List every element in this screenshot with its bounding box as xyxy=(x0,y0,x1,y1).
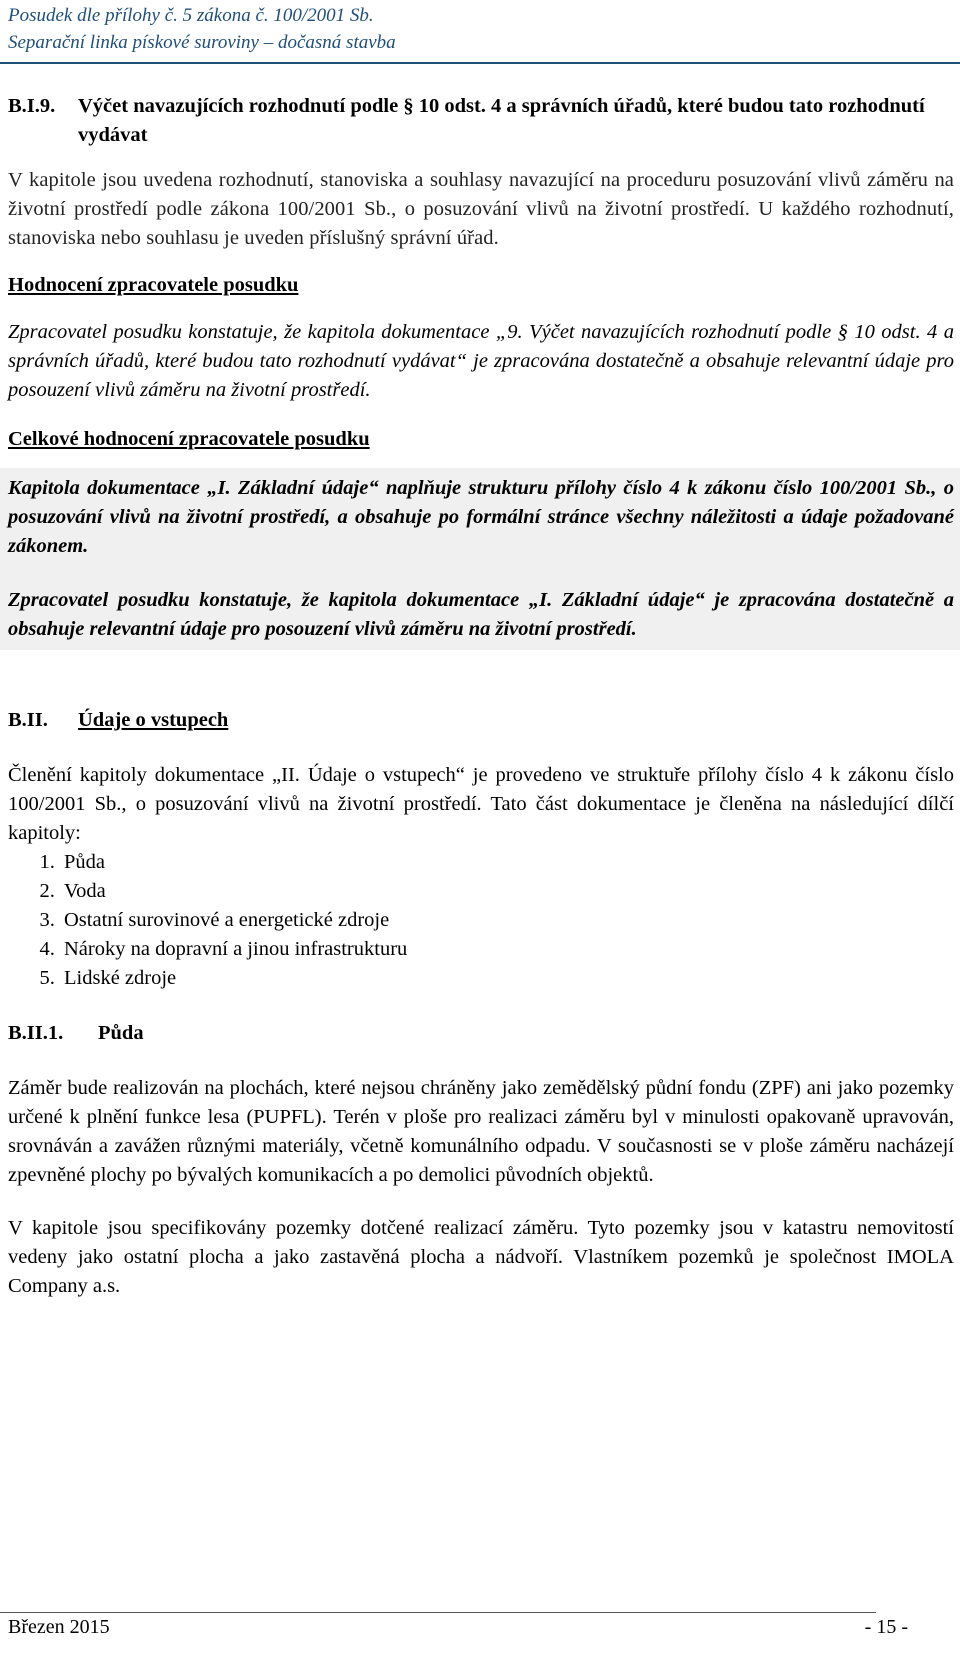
overall-assessment-box xyxy=(0,468,960,650)
assessment-text: Zpracovatel posudku konstatuje, že kapitola dokumentace „9. Výčet navazujících rozhodnutí podle § 10 odst. 4 a správních úřadů, které budou tato rozhodnutí vydávat“ je zpracována dostatečně a obsahuje relevantní údaje pro posouzení vlivů záměru na životní prostředí. xyxy=(8,321,954,401)
list-item: 4. Nároky na dopravní a jinou infrastrukturu xyxy=(60,935,954,964)
list-item: 3. Ostatní surovinové a energetické zdroje xyxy=(60,906,954,935)
list-item: 1. Půda xyxy=(60,848,954,877)
section-heading-b21 xyxy=(8,1019,954,1048)
document-body xyxy=(8,92,954,1301)
section-number: B.II.1. xyxy=(8,1022,64,1044)
header-project-title: Separační linka pískové suroviny – dočasná stavba xyxy=(8,32,396,53)
assessment-heading: Hodnocení zpracovatele posudku xyxy=(8,274,299,296)
section-heading-b19 xyxy=(8,92,954,150)
overall-assessment-heading: Celkové hodnocení zpracovatele posudku xyxy=(8,428,370,450)
header-divider xyxy=(0,62,960,64)
section-title: Půda xyxy=(98,1022,144,1044)
list-item: 2. Voda xyxy=(60,877,954,906)
overall-assessment-text-1: Kapitola dokumentace „I. Základní údaje“ naplňuje strukturu přílohy číslo 4 k zákonu číslo 100/2001 Sb., o posuzování vlivů na životní prostředí, a obsahuje po formální stránce všechny náležitosti a údaje požadované zákonem. xyxy=(8,477,954,557)
subchapter-list xyxy=(8,848,954,993)
section-title: Výčet navazujících rozhodnutí podle § 10 odst. 4 a správních úřadů, které budou tato rozhodnutí vydávat xyxy=(78,95,925,146)
section-heading-b2 xyxy=(8,706,954,735)
section-b21-paragraph-2: V kapitole jsou specifikovány pozemky dotčené realizací záměru. Tyto pozemky jsou v katastru nemovitostí vedeny jako ostatní plocha a jako zastavěná plocha a nádvoří. Vlastníkem pozemků je společnost IMOLA Company a.s. xyxy=(8,1217,954,1297)
section-title: Údaje o vstupech xyxy=(78,709,229,731)
page-header xyxy=(8,2,396,56)
footer-date: Březen 2015 xyxy=(8,1616,110,1638)
page-number: - 15 - xyxy=(864,1616,908,1638)
section-number: B.II. xyxy=(8,709,48,731)
section-b19-body: V kapitole jsou uvedena rozhodnutí, stanoviska a souhlasy navazující na proceduru posuzování vlivů záměru na životní prostředí podle zákona 100/2001 Sb., o posuzování vlivů na životní prostředí. U každého rozhodnutí, stanoviska nebo souhlasu je uveden příslušný správní úřad. xyxy=(8,169,954,249)
list-item: 5. Lidské zdroje xyxy=(60,964,954,993)
section-b21-paragraph-1: Záměr bude realizován na plochách, které nejsou chráněny jako zemědělský půdní fondu (ZPF) ani jako pozemky určené k plnění funkce lesa (PUPFL). Terén v ploše pro realizaci záměru byl v minulosti opakovaně upravován, srovnáván a zavážen různými materiály, včetně komunálního odpadu. V současnosti se v ploše záměru nacházejí zpevněné plochy po bývalých komunikacích a po demolici původních objektů. xyxy=(8,1077,954,1186)
section-b2-intro: Členění kapitoly dokumentace „II. Údaje o vstupech“ je provedeno ve struktuře přílohy číslo 4 k zákonu číslo 100/2001 Sb., o posuzování vlivů na životní prostředí. Tato část dokumentace je členěna na následující dílčí kapitoly: xyxy=(8,764,954,844)
section-number: B.I.9. xyxy=(8,95,56,117)
footer-divider xyxy=(0,1612,876,1613)
overall-assessment-text-2: Zpracovatel posudku konstatuje, že kapitola dokumentace „I. Základní údaje“ je zpracována dostatečně a obsahuje relevantní údaje pro posouzení vlivů záměru na životní prostředí. xyxy=(8,589,954,640)
header-document-title: Posudek dle přílohy č. 5 zákona č. 100/2001 Sb. xyxy=(8,5,374,26)
page-footer xyxy=(8,1616,908,1639)
